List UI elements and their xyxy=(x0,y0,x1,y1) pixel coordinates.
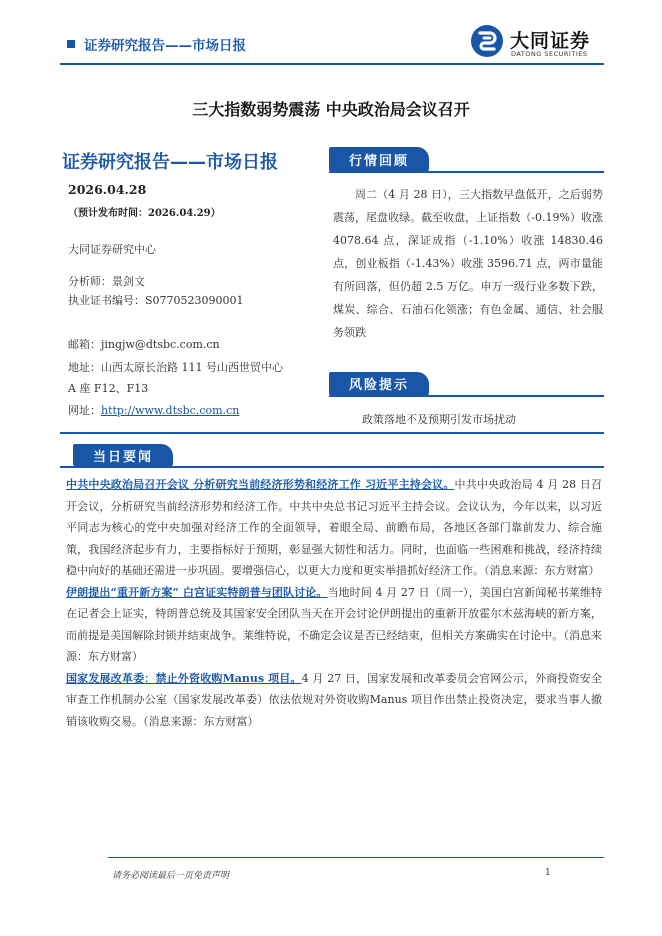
institute: 大同证券研究中心 xyxy=(68,243,156,256)
news-list xyxy=(66,474,602,732)
logo-name-en: DATONG SECURITIES xyxy=(511,50,588,58)
risk-text: 政策落地不及预期引发市场扰动 xyxy=(362,413,516,426)
header-title: 证券研究报告——市场日报 xyxy=(84,38,246,54)
review-tag: 行情回顾 xyxy=(329,147,429,171)
news-headline[interactable]: 国家发展改革委：禁止外资收购Manus 项目。 xyxy=(66,671,302,685)
header-divider xyxy=(60,63,604,65)
news-item xyxy=(66,668,602,733)
website-label: 网址： xyxy=(68,404,101,417)
header-marker xyxy=(67,40,75,48)
website xyxy=(68,402,239,418)
review-text: 周二（4 月 28 日），三大指数早盘低开，之后弱势震荡，尾盘收绿。截至收盘，上证指数（-0.19%）收涨 4078.64 点，深证成指（-1.10%）收涨 14830.46 点，创业板指（-1.43%）收涨 3596.71 点，两市量能有所回落，但仍超 2.5 万亿。申万一级行业多数下跌，煤炭、综合、石油石化领涨；有色金属、通信、社会服务领跌 xyxy=(333,188,603,339)
news-item xyxy=(66,474,602,582)
analyst: 分析师：景剑文 xyxy=(68,275,145,288)
address-line-2: A 座 F12、F13 xyxy=(68,382,149,395)
news-body: 中共中央政治局 4 月 28 日召开会议，分析研究当前经济形势和经济工作。中共中央总书记习近平主持会议。会议认为，今年以来，以习近平同志为核心的党中央加强对经济工作的全面领导，着眼全局、前瞻布局，各地区各部门靠前发力、综合施策，我国经济起步有力，主要指标好于预期，彰显强大韧性和活力。同时，也面临一些困难和挑战，经济持续稳中向好的基础还需进一步巩固。要增强信心，以更大力度和更实举措抓好经济工作。（消息来源：东方财富） xyxy=(66,478,602,577)
logo-name-cn: 大同证券 xyxy=(510,30,591,52)
news-body: 4 月 27 日，国家发展和改革委员会官网公示，外商投资安全审查工作机制办公室（国家发展改革委）依法依规对外资收购Manus 项目作出禁止投资决定，要求当事人撤销该收购交易。（消息来源：东方财富） xyxy=(66,671,602,728)
section-divider xyxy=(60,432,604,434)
risk-divider xyxy=(329,395,604,397)
news-headline[interactable]: 中共中央政治局召开会议 分析研究当前经济形势和经济工作 习近平主持会议。 xyxy=(66,478,455,491)
news-item xyxy=(66,582,602,668)
news-divider xyxy=(60,466,604,468)
news-tag: 当日要闻 xyxy=(73,444,173,466)
report-type: 证券研究报告——市场日报 xyxy=(62,152,278,173)
address-line-1: 地址：山西太原长治路 111 号山西世贸中心 xyxy=(68,361,283,374)
review-divider xyxy=(329,171,604,173)
footer-disclaimer: 请务必阅读最后一页免责声明 xyxy=(112,871,230,881)
email: 邮箱：jingjw@dtsbc.com.cn xyxy=(68,338,220,351)
footer-divider xyxy=(108,857,604,858)
page-title: 三大指数弱势震荡 中央政治局会议召开 xyxy=(192,100,470,119)
license-number: 执业证书编号：S0770523090001 xyxy=(68,294,244,307)
risk-tag: 风险提示 xyxy=(329,372,429,395)
website-link[interactable]: http://www.dtsbc.com.cn xyxy=(101,404,240,417)
news-body: 当地时间 4 月 27 日（周一），美国白宫新闻秘书莱维特在记者会上证实，特朗普总统及其国家安全团队当天在开会讨论伊朗提出的重新开放霍尔木兹海峡的新方案，而前提是美国解除封锁并结束战争。莱维特说，不确定会议是否已经结束，但相关方案确实在讨论中。（消息来源：东方财富） xyxy=(66,585,602,663)
report-date: 2026.04.28 xyxy=(68,182,147,197)
datong-logo-icon xyxy=(470,24,504,58)
news-headline[interactable]: 伊朗提出“重开新方案” 白宫证实特朗普与团队讨论。 xyxy=(66,585,328,599)
page-number: 1 xyxy=(545,868,551,878)
publish-time: （预计发布时间：2026.04.29） xyxy=(68,208,221,219)
